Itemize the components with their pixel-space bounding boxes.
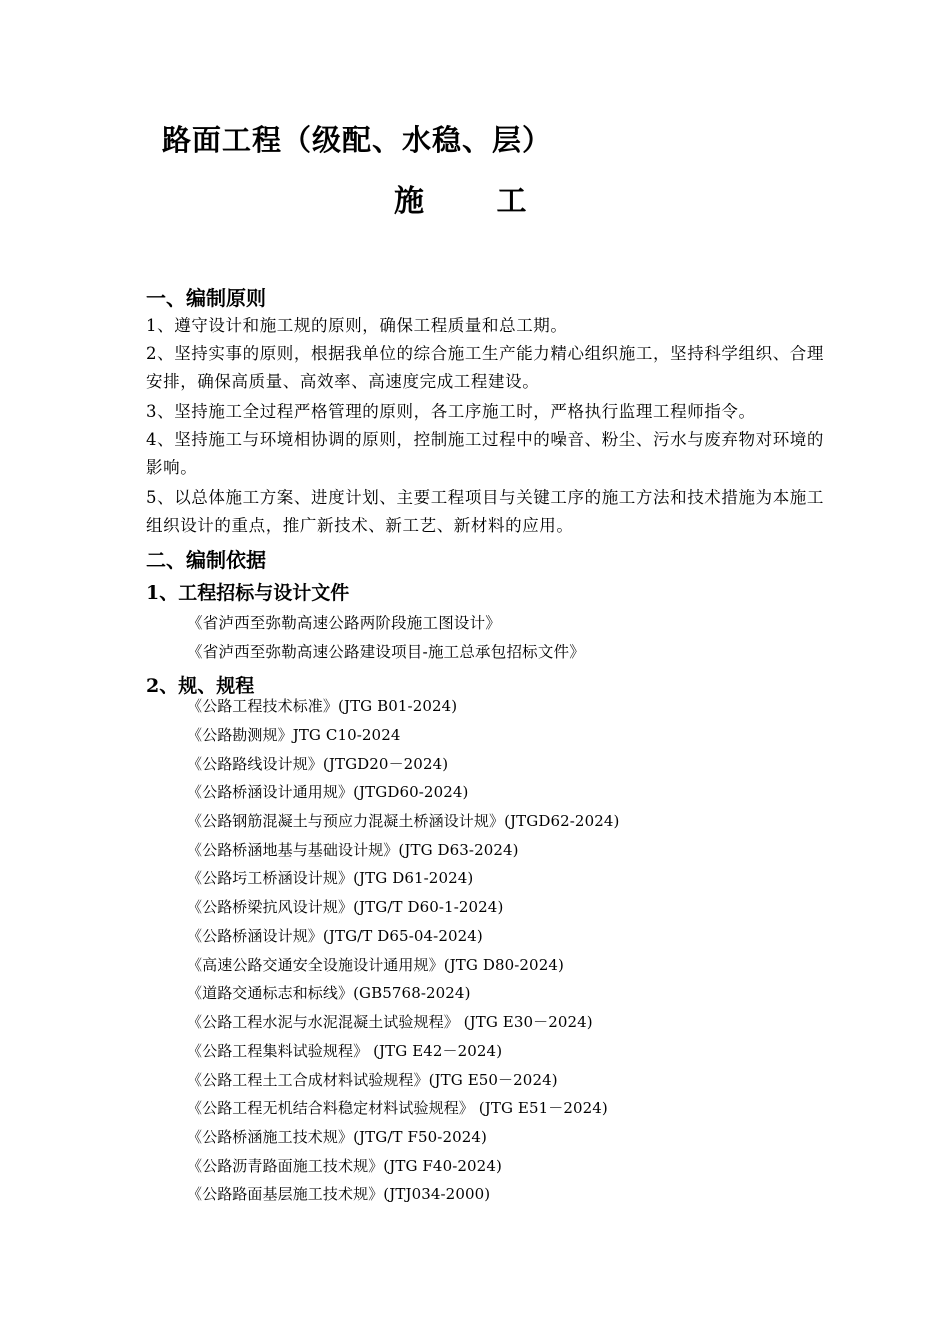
- standard-item: 《公路工程土工合成材料试验规程》(JTG E50－2024): [187, 1071, 558, 1089]
- principle-item: 2、坚持实事的原则，根据我单位的综合施工生产能力精心组织施工，坚持科学组织、合理安排，确保高质量、高效率、高速度完成工程建设。: [146, 344, 824, 391]
- section-heading-basis: 二、编制依据: [146, 548, 266, 572]
- standard-item: 《公路工程无机结合料稳定材料试验规程》 (JTG E51－2024): [187, 1099, 608, 1117]
- reference-item: 《省泸西至弥勒高速公路建设项目-施工总承包招标文件》: [187, 643, 585, 661]
- principle-item: 5、以总体施工方案、进度计划、主要工程项目与关键工序的施工方法和技术措施为本施工组织设计的重点，推广新技术、新工艺、新材料的应用。: [146, 488, 824, 535]
- standard-item: 《公路路面基层施工技术规》(JTJ034-2000): [187, 1185, 491, 1203]
- standard-item: 《公路工程集料试验规程》 (JTG E42－2024): [187, 1042, 503, 1060]
- document-subtitle: 施 工: [394, 184, 527, 219]
- standard-item: 《公路圬工桥涵设计规》(JTG D61-2024): [187, 869, 474, 887]
- standard-item: 《公路工程技术标准》(JTG B01-2024): [187, 697, 458, 715]
- principle-item: 4、坚持施工与环境相协调的原则，控制施工过程中的噪音、粉尘、污水与废弃物对环境的影响。: [146, 430, 824, 477]
- standard-item: 《高速公路交通安全设施设计通用规》(JTG D80-2024): [187, 956, 564, 974]
- standard-item: 《公路桥涵地基与基础设计规》(JTG D63-2024): [187, 841, 519, 859]
- document-title: 路面工程（级配、水稳、层）: [162, 123, 553, 157]
- subsection-heading-tender-docs: 1、工程招标与设计文件: [146, 582, 350, 604]
- standard-item: 《公路工程水泥与水泥混凝土试验规程》 (JTG E30－2024): [187, 1013, 593, 1031]
- standard-item: 《公路勘测规》JTG C10-2024: [187, 726, 401, 744]
- standard-item: 《公路路线设计规》(JTGD20－2024): [187, 755, 449, 773]
- standard-item: 《道路交通标志和标线》(GB5768-2024): [187, 984, 471, 1002]
- standard-item: 《公路桥涵设计规》(JTG/T D65-04-2024): [187, 927, 483, 945]
- principle-item: 1、遵守设计和施工规的原则，确保工程质量和总工期。: [146, 316, 568, 335]
- standard-item: 《公路桥涵设计通用规》(JTGD60-2024): [187, 783, 469, 801]
- subsection-heading-standards: 2、规、规程: [146, 675, 255, 697]
- standard-item: 《公路沥青路面施工技术规》(JTG F40-2024): [187, 1157, 502, 1175]
- reference-item: 《省泸西至弥勒高速公路两阶段施工图设计》: [187, 614, 502, 632]
- standard-item: 《公路桥涵施工技术规》(JTG/T F50-2024): [187, 1128, 487, 1146]
- standard-item: 《公路桥梁抗风设计规》(JTG/T D60-1-2024): [187, 898, 504, 916]
- principle-item: 3、坚持施工全过程严格管理的原则，各工序施工时，严格执行监理工程师指令。: [146, 402, 756, 421]
- section-heading-principles: 一、编制原则: [146, 286, 266, 310]
- standard-item: 《公路钢筋混凝土与预应力混凝土桥涵设计规》(JTGD62-2024): [187, 812, 620, 830]
